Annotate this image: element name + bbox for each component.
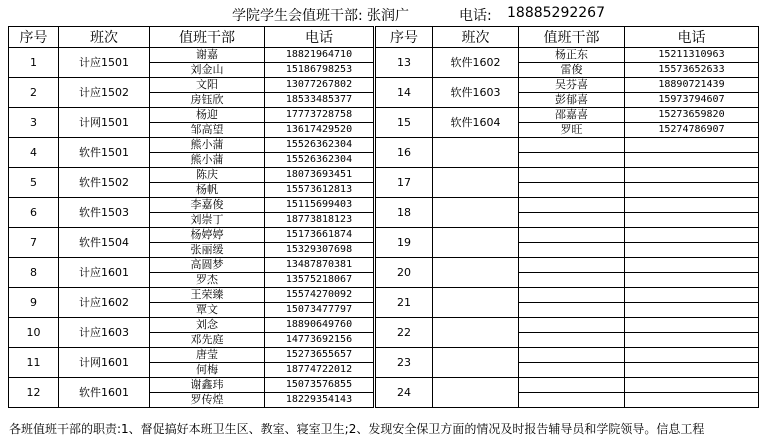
cadre-phone xyxy=(625,258,759,273)
cadre-name xyxy=(519,333,625,348)
cadre-phone: 18773818123 xyxy=(265,213,374,228)
class-name: 计网1601 xyxy=(59,348,150,378)
cadre-name: 王荣臻 xyxy=(150,288,265,303)
row-number: 12 xyxy=(9,378,59,408)
row-number: 4 xyxy=(9,138,59,168)
cadre-phone: 15573652633 xyxy=(625,63,759,78)
cadre-name: 陈庆 xyxy=(150,168,265,183)
cadre-phone xyxy=(625,333,759,348)
cadre-name xyxy=(519,378,625,393)
table-row xyxy=(9,228,374,243)
cadre-phone: 15329307698 xyxy=(265,243,374,258)
class-name: 计应1501 xyxy=(59,48,150,78)
cadre-name xyxy=(519,138,625,153)
cadre-phone xyxy=(625,273,759,288)
cadre-phone: 15073576855 xyxy=(265,378,374,393)
table-row xyxy=(9,78,374,93)
column-header-cadre: 值班干部 xyxy=(519,27,625,48)
class-name xyxy=(433,258,519,288)
cadre-name: 文阳 xyxy=(150,78,265,93)
row-number: 16 xyxy=(376,138,433,168)
class-name: 计应1602 xyxy=(59,288,150,318)
column-header-cadre: 值班干部 xyxy=(150,27,265,48)
cadre-name xyxy=(519,213,625,228)
table-row xyxy=(376,288,759,303)
table-row xyxy=(376,318,759,333)
cadre-name: 邵嘉喜 xyxy=(519,108,625,123)
cadre-phone: 15973794607 xyxy=(625,93,759,108)
cadre-phone: 15186798253 xyxy=(265,63,374,78)
table-row xyxy=(376,168,759,183)
cadre-name xyxy=(519,288,625,303)
cadre-name: 吴芬喜 xyxy=(519,78,625,93)
cadre-phone: 15115699403 xyxy=(265,198,374,213)
cadre-name xyxy=(519,168,625,183)
class-name: 计应1603 xyxy=(59,318,150,348)
header-phone-label: 电话: xyxy=(459,8,492,24)
cadre-phone: 14773692156 xyxy=(265,333,374,348)
cadre-phone xyxy=(625,228,759,243)
cadre-phone xyxy=(625,318,759,333)
row-number: 3 xyxy=(9,108,59,138)
cadre-name: 罗旺 xyxy=(519,123,625,138)
cadre-phone xyxy=(625,303,759,318)
cadre-phone: 15211310963 xyxy=(625,48,759,63)
cadre-phone: 13617429520 xyxy=(265,123,374,138)
cadre-name xyxy=(519,228,625,243)
cadre-name: 罗传煌 xyxy=(150,393,265,408)
column-header-number: 序号 xyxy=(376,27,433,48)
class-name: 软件1501 xyxy=(59,138,150,168)
table-row xyxy=(376,138,759,153)
cadre-phone xyxy=(625,393,759,408)
cadre-name xyxy=(519,273,625,288)
cadre-phone xyxy=(625,198,759,213)
table-row xyxy=(9,138,374,153)
column-header-class: 班次 xyxy=(59,27,150,48)
cadre-name: 何梅 xyxy=(150,363,265,378)
class-name: 计网1501 xyxy=(59,108,150,138)
roster-body-right xyxy=(376,48,759,408)
class-name xyxy=(433,198,519,228)
class-name xyxy=(433,318,519,348)
class-name: 软件1503 xyxy=(59,198,150,228)
cadre-phone: 15173661874 xyxy=(265,228,374,243)
cadre-name xyxy=(519,183,625,198)
cadre-phone: 17773728758 xyxy=(265,108,374,123)
roster-table-left xyxy=(8,26,374,408)
row-number: 1 xyxy=(9,48,59,78)
table-row xyxy=(9,378,374,393)
duty-footer-note: 各班值班干部的职责:1、督促搞好本班卫生区、教室、寝室卫生;2、发现安全保卫方面的情况及时报告辅导员和学院领导。信息工程 xyxy=(9,422,705,436)
table-row xyxy=(376,198,759,213)
row-number: 5 xyxy=(9,168,59,198)
cadre-name: 杨帆 xyxy=(150,183,265,198)
row-number: 7 xyxy=(9,228,59,258)
cadre-name: 刘崇丁 xyxy=(150,213,265,228)
cadre-phone: 13575218067 xyxy=(265,273,374,288)
class-name: 计应1502 xyxy=(59,78,150,108)
row-number: 14 xyxy=(376,78,433,108)
row-number: 21 xyxy=(376,288,433,318)
cadre-name: 高圆梦 xyxy=(150,258,265,273)
class-name xyxy=(433,168,519,198)
row-number: 9 xyxy=(9,288,59,318)
cadre-name xyxy=(519,303,625,318)
cadre-phone xyxy=(625,213,759,228)
row-number: 18 xyxy=(376,198,433,228)
cadre-phone: 18821964710 xyxy=(265,48,374,63)
table-header-row xyxy=(376,27,759,48)
header-label: 学院学生会值班干部: xyxy=(232,8,363,24)
cadre-name: 雷俊 xyxy=(519,63,625,78)
cadre-name: 覃文 xyxy=(150,303,265,318)
cadre-name: 熊小蒲 xyxy=(150,153,265,168)
roster-table-right xyxy=(375,26,759,408)
table-row xyxy=(376,258,759,273)
cadre-name: 杨迎 xyxy=(150,108,265,123)
row-number: 11 xyxy=(9,348,59,378)
cadre-phone: 18073693451 xyxy=(265,168,374,183)
table-row xyxy=(376,348,759,363)
cadre-name: 张丽缓 xyxy=(150,243,265,258)
row-number: 2 xyxy=(9,78,59,108)
row-number: 13 xyxy=(376,48,433,78)
cadre-phone xyxy=(625,168,759,183)
class-name: 软件1601 xyxy=(59,378,150,408)
table-row xyxy=(9,168,374,183)
row-number: 8 xyxy=(9,258,59,288)
column-header-phone: 电话 xyxy=(265,27,374,48)
cadre-phone xyxy=(625,378,759,393)
class-name: 软件1603 xyxy=(433,78,519,108)
cadre-name xyxy=(519,393,625,408)
cadre-phone: 15274786907 xyxy=(625,123,759,138)
cadre-name xyxy=(519,318,625,333)
cadre-name xyxy=(519,348,625,363)
row-number: 22 xyxy=(376,318,433,348)
row-number: 6 xyxy=(9,198,59,228)
table-row xyxy=(9,258,374,273)
row-number: 15 xyxy=(376,108,433,138)
table-row xyxy=(9,108,374,123)
cadre-phone: 15273655657 xyxy=(265,348,374,363)
cadre-name: 刘金山 xyxy=(150,63,265,78)
cadre-name: 杨婷婷 xyxy=(150,228,265,243)
cadre-phone xyxy=(625,183,759,198)
cadre-name xyxy=(519,363,625,378)
class-name: 软件1602 xyxy=(433,48,519,78)
cadre-phone: 15273659820 xyxy=(625,108,759,123)
row-number: 20 xyxy=(376,258,433,288)
table-row xyxy=(376,48,759,63)
table-row xyxy=(376,228,759,243)
header-name: 张润广 xyxy=(367,8,409,24)
class-name xyxy=(433,378,519,408)
cadre-phone xyxy=(625,288,759,303)
cadre-phone xyxy=(625,138,759,153)
table-row xyxy=(9,318,374,333)
class-name: 软件1504 xyxy=(59,228,150,258)
class-name xyxy=(433,138,519,168)
row-number: 19 xyxy=(376,228,433,258)
cadre-name: 熊小蒲 xyxy=(150,138,265,153)
table-row xyxy=(376,378,759,393)
table-row xyxy=(376,108,759,123)
class-name xyxy=(433,348,519,378)
cadre-name: 彭郁喜 xyxy=(519,93,625,108)
cadre-phone: 18890721439 xyxy=(625,78,759,93)
cadre-phone xyxy=(625,243,759,258)
column-header-number: 序号 xyxy=(9,27,59,48)
cadre-name: 房钰欣 xyxy=(150,93,265,108)
table-row xyxy=(376,78,759,93)
page-header xyxy=(0,5,768,25)
cadre-phone: 15526362304 xyxy=(265,153,374,168)
column-header-class: 班次 xyxy=(433,27,519,48)
cadre-phone xyxy=(625,153,759,168)
class-name xyxy=(433,288,519,318)
cadre-phone: 18890649760 xyxy=(265,318,374,333)
class-name: 软件1604 xyxy=(433,108,519,138)
cadre-phone: 15573612813 xyxy=(265,183,374,198)
cadre-phone: 18229354143 xyxy=(265,393,374,408)
table-header-row xyxy=(9,27,374,48)
cadre-name: 谢嘉 xyxy=(150,48,265,63)
class-name xyxy=(433,228,519,258)
cadre-phone: 15526362304 xyxy=(265,138,374,153)
cadre-name: 罗杰 xyxy=(150,273,265,288)
cadre-name xyxy=(519,198,625,213)
cadre-phone xyxy=(625,363,759,378)
class-name: 软件1502 xyxy=(59,168,150,198)
cadre-phone xyxy=(625,348,759,363)
cadre-name: 李嘉俊 xyxy=(150,198,265,213)
table-row xyxy=(9,348,374,363)
cadre-name: 谢鑫玮 xyxy=(150,378,265,393)
cadre-phone: 18774722012 xyxy=(265,363,374,378)
cadre-name: 邹高望 xyxy=(150,123,265,138)
cadre-name: 杨正东 xyxy=(519,48,625,63)
cadre-name: 邓先庭 xyxy=(150,333,265,348)
cadre-phone: 13487870381 xyxy=(265,258,374,273)
cadre-phone: 18533485377 xyxy=(265,93,374,108)
header-phone: 18885292267 xyxy=(507,5,605,21)
table-row xyxy=(9,48,374,63)
cadre-name xyxy=(519,153,625,168)
cadre-phone: 13077267802 xyxy=(265,78,374,93)
row-number: 10 xyxy=(9,318,59,348)
cadre-name: 刘念 xyxy=(150,318,265,333)
roster-body-left xyxy=(9,48,374,408)
cadre-name xyxy=(519,243,625,258)
column-header-phone: 电话 xyxy=(625,27,759,48)
row-number: 24 xyxy=(376,378,433,408)
table-row xyxy=(9,288,374,303)
table-row xyxy=(9,198,374,213)
row-number: 23 xyxy=(376,348,433,378)
cadre-phone: 15073477797 xyxy=(265,303,374,318)
row-number: 17 xyxy=(376,168,433,198)
cadre-name xyxy=(519,258,625,273)
cadre-name: 唐莹 xyxy=(150,348,265,363)
cadre-phone: 15574270092 xyxy=(265,288,374,303)
class-name: 计应1601 xyxy=(59,258,150,288)
